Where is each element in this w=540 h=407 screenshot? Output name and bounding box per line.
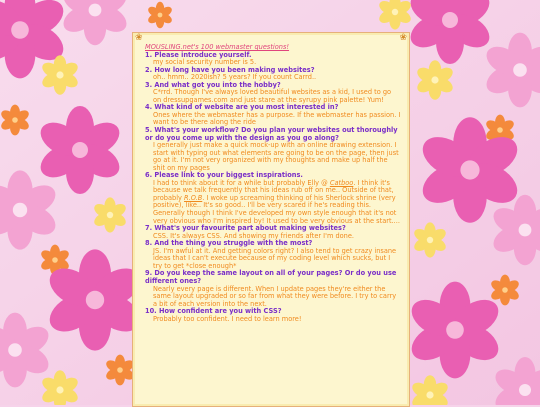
question: 6. Please link to your biggest inspirations.: [145, 171, 303, 180]
answer: JS. I'm awful at it. And getting colors right? I also tend to get crazy insane ideas that I can't execute because of my coding level which sucks, but I try to get *close enough*: [153, 246, 397, 270]
question: 10. How confident are you with CSS?: [145, 307, 282, 316]
answer: Probably too confident. I need to learn more!: [153, 314, 302, 323]
answer: Ones where the webmaster has a purpose. If the webmaster has passion. I want to be there along the ride: [153, 110, 401, 127]
question: 9. Do you keep the same layout on all of your pages? Or do you use different ones?: [145, 269, 397, 285]
answer: my social security number is 5.: [153, 58, 257, 67]
answer-text: . I woke up screaming thinking of his Sherlock shrine (very positive), like.. It's so good.. I'll be very scared if he's reading this. Generally though I think I've developed my own style enough that it's not very obvious who I'm inspired by! It used to be very obvious at the start....: [153, 193, 400, 225]
flower-corner-icon: ❀: [399, 33, 407, 43]
questions-panel: [132, 32, 410, 407]
question: 3. And what got you into the hobby?: [145, 80, 281, 89]
answer: I generally just make a quick mock-up with an online drawing extension. I start with typing out what elements are going to be on the page, then just go at it. I'm not very organized with my thoughts and make up half the shit on my pages: [153, 141, 399, 172]
flower-corner-icon: ❀: [135, 33, 143, 43]
question: 8. And the thing you struggle with the most?: [145, 239, 313, 248]
answer: [145, 180, 401, 225]
page-title[interactable]: MOUSLING.net's 100 webmaster questions!: [145, 43, 290, 51]
rob-link[interactable]: R.O.B: [184, 193, 203, 202]
answer: Nearly every page is different. When I update pages they're either the same layout upgraded or so far from what they were before. I try to carry a bit of each version into the next.: [153, 284, 397, 308]
qa-content: [145, 44, 401, 323]
question: 2. How long have you been making websites?: [145, 65, 315, 74]
answer: oh.. hmm.. 2020ish? 5 years? If you count Carrd..: [153, 73, 317, 82]
answer: CSS. It's always CSS. And showing my friends after I'm done.: [153, 231, 355, 240]
question: 5. What's your workflow? Do you plan your websites out thoroughly or do you come up with the design as you go along?: [145, 126, 398, 142]
answer-text: . I think it's because we talk frequently that his ideas rub off on me.. Outside of that, probably: [153, 178, 394, 202]
question: 1. Please introduce yourself.: [145, 50, 252, 59]
answer: C*rrd. Though I've always loved beautiful websites as a kid, I used to go on dressupgames.com and just stare at the syrupy pink palette! Yum!: [153, 88, 392, 104]
answer-text: I had to think about it for a while but probably Elly @: [153, 178, 330, 187]
question: 4. What kind of website are you most interested in?: [145, 103, 339, 112]
catboo-link[interactable]: Catboo: [329, 178, 354, 187]
question: 7. What's your favourite part about making websites?: [145, 224, 346, 233]
